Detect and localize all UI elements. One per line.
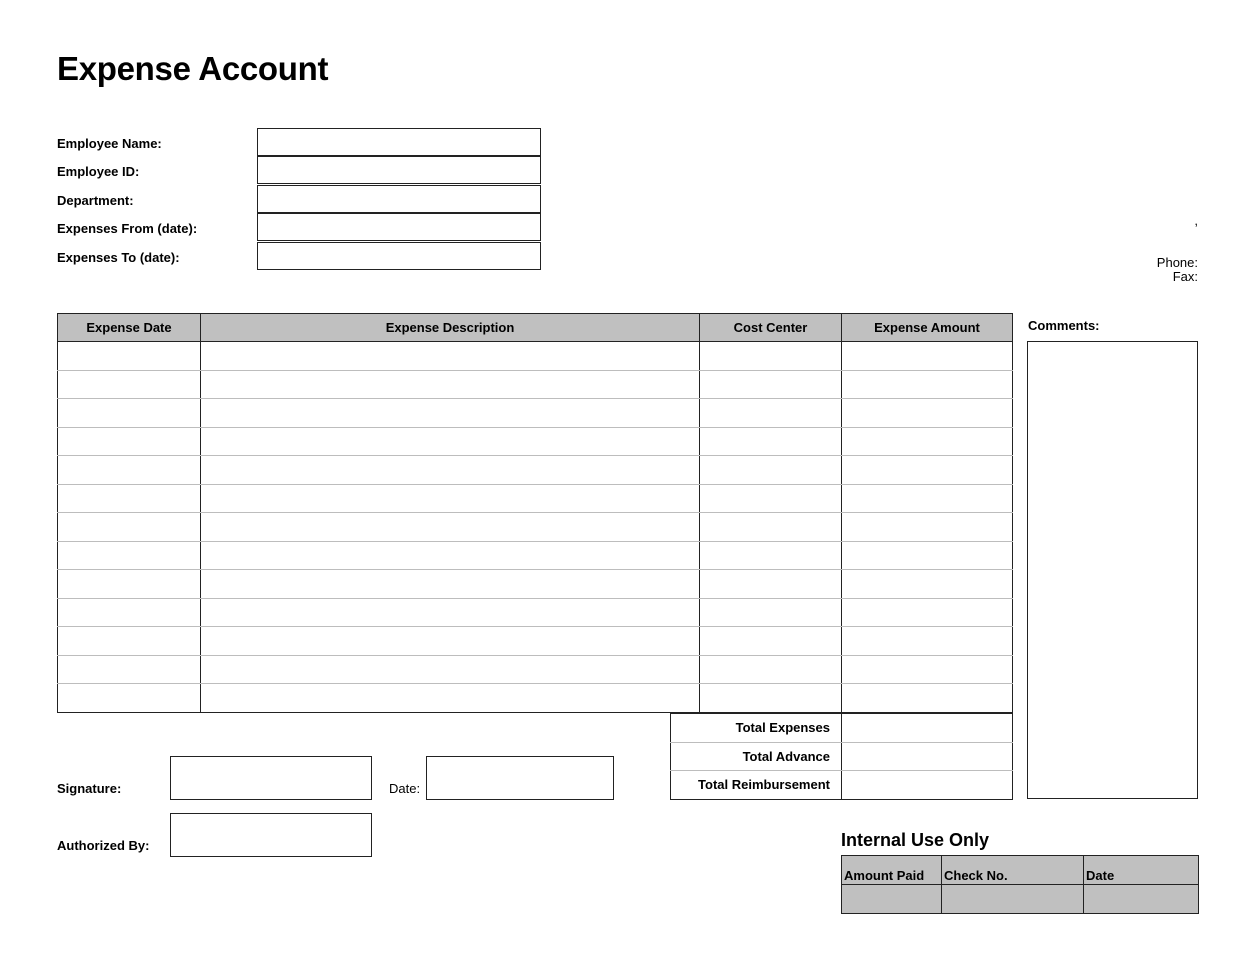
table-row <box>58 427 1013 456</box>
total-expenses-row <box>671 714 1013 743</box>
table-row <box>58 598 1013 627</box>
authorized-by-field[interactable] <box>170 813 372 857</box>
total-reimbursement-label: Total Reimbursement <box>671 771 842 800</box>
expense-amount-cell[interactable] <box>842 456 1013 485</box>
cost-center-cell[interactable] <box>700 427 842 456</box>
total-reimbursement-row <box>671 771 1013 800</box>
expense-date-cell[interactable] <box>58 342 201 371</box>
table-row <box>58 513 1013 542</box>
total-expenses-label: Total Expenses <box>671 714 842 743</box>
cost-center-cell[interactable] <box>700 370 842 399</box>
total-expenses-value[interactable] <box>842 714 1013 743</box>
expense-description-cell[interactable] <box>201 627 700 656</box>
amount-paid-header: Amount Paid <box>842 856 942 885</box>
signature-date-field[interactable] <box>426 756 614 800</box>
expense-amount-header: Expense Amount <box>842 314 1013 342</box>
table-row <box>58 484 1013 513</box>
department-field[interactable] <box>257 185 541 213</box>
table-row <box>58 684 1013 713</box>
table-row <box>58 456 1013 485</box>
expenses-from-field[interactable] <box>257 213 541 241</box>
expense-description-cell[interactable] <box>201 342 700 371</box>
expense-description-cell[interactable] <box>201 570 700 599</box>
total-advance-row <box>671 742 1013 771</box>
cost-center-cell[interactable] <box>700 484 842 513</box>
totals-table <box>670 713 1013 800</box>
expense-amount-cell[interactable] <box>842 513 1013 542</box>
expenses-from-label: Expenses From (date): <box>57 221 198 236</box>
table-row <box>58 627 1013 656</box>
address-comma: , <box>1194 213 1198 228</box>
table-row <box>58 570 1013 599</box>
expenses-to-field[interactable] <box>257 242 541 270</box>
cost-center-cell[interactable] <box>700 684 842 713</box>
cost-center-cell[interactable] <box>700 513 842 542</box>
cost-center-cell[interactable] <box>700 342 842 371</box>
expense-amount-cell[interactable] <box>842 370 1013 399</box>
expense-date-cell[interactable] <box>58 484 201 513</box>
fax-label: Fax: <box>1172 269 1198 284</box>
expense-date-cell[interactable] <box>58 399 201 428</box>
expense-description-cell[interactable] <box>201 427 700 456</box>
employee-id-label: Employee ID: <box>57 164 140 179</box>
table-row <box>58 541 1013 570</box>
expense-date-cell[interactable] <box>58 427 201 456</box>
table-row <box>58 342 1013 371</box>
expense-amount-cell[interactable] <box>842 570 1013 599</box>
comments-field[interactable] <box>1027 341 1198 799</box>
signature-field[interactable] <box>170 756 372 800</box>
expense-amount-cell[interactable] <box>842 427 1013 456</box>
expense-description-cell[interactable] <box>201 541 700 570</box>
table-row <box>58 655 1013 684</box>
expense-date-cell[interactable] <box>58 456 201 485</box>
signature-label: Signature: <box>57 781 122 796</box>
expense-amount-cell[interactable] <box>842 541 1013 570</box>
expense-table <box>57 313 1013 713</box>
employee-id-field[interactable] <box>257 156 541 184</box>
table-row <box>58 399 1013 428</box>
employee-name-field[interactable] <box>257 128 541 156</box>
cost-center-cell[interactable] <box>700 399 842 428</box>
check-no-header: Check No. <box>942 856 1084 885</box>
page-title: Expense Account <box>57 50 329 87</box>
expense-amount-cell[interactable] <box>842 627 1013 656</box>
expense-date-cell[interactable] <box>58 655 201 684</box>
cost-center-cell[interactable] <box>700 541 842 570</box>
expense-amount-cell[interactable] <box>842 342 1013 371</box>
expense-date-cell[interactable] <box>58 598 201 627</box>
internal-header-row <box>842 856 1199 885</box>
cost-center-cell[interactable] <box>700 598 842 627</box>
cost-center-cell[interactable] <box>700 456 842 485</box>
department-label: Department: <box>57 193 134 208</box>
expense-header-row <box>58 314 1013 342</box>
internal-use-table <box>841 855 1199 914</box>
expense-date-cell[interactable] <box>58 541 201 570</box>
expense-description-cell[interactable] <box>201 655 700 684</box>
expense-description-cell[interactable] <box>201 684 700 713</box>
cost-center-cell[interactable] <box>700 627 842 656</box>
phone-label: Phone: <box>1156 255 1198 270</box>
expense-description-cell[interactable] <box>201 456 700 485</box>
expense-description-cell[interactable] <box>201 399 700 428</box>
expense-date-cell[interactable] <box>58 627 201 656</box>
internal-date-field[interactable] <box>1084 885 1199 914</box>
total-advance-value[interactable] <box>842 742 1013 771</box>
comments-label: Comments: <box>1028 318 1100 333</box>
cost-center-cell[interactable] <box>700 655 842 684</box>
internal-value-row <box>842 885 1199 914</box>
expense-rows <box>58 342 1013 713</box>
expense-description-header: Expense Description <box>201 314 700 342</box>
expense-amount-cell[interactable] <box>842 399 1013 428</box>
signature-date-label: Date: <box>389 781 421 796</box>
expenses-to-label: Expenses To (date): <box>57 250 180 265</box>
cost-center-cell[interactable] <box>700 570 842 599</box>
employee-name-label: Employee Name: <box>57 136 162 151</box>
total-reimbursement-value[interactable] <box>842 771 1013 800</box>
authorized-by-label: Authorized By: <box>57 838 150 853</box>
expense-description-cell[interactable] <box>201 598 700 627</box>
cost-center-header: Cost Center <box>700 314 842 342</box>
internal-date-header: Date <box>1084 856 1199 885</box>
expense-amount-cell[interactable] <box>842 484 1013 513</box>
expense-amount-cell[interactable] <box>842 684 1013 713</box>
total-advance-label: Total Advance <box>671 742 842 771</box>
expense-amount-cell[interactable] <box>842 655 1013 684</box>
amount-paid-field[interactable] <box>842 885 942 914</box>
expense-amount-cell[interactable] <box>842 598 1013 627</box>
table-row <box>58 370 1013 399</box>
expense-description-cell[interactable] <box>201 484 700 513</box>
expense-date-cell[interactable] <box>58 513 201 542</box>
check-no-field[interactable] <box>942 885 1084 914</box>
expense-date-cell[interactable] <box>58 684 201 713</box>
expense-description-cell[interactable] <box>201 513 700 542</box>
expense-date-cell[interactable] <box>58 570 201 599</box>
expense-description-cell[interactable] <box>201 370 700 399</box>
internal-use-title: Internal Use Only <box>841 830 990 850</box>
expense-date-header: Expense Date <box>58 314 201 342</box>
expense-date-cell[interactable] <box>58 370 201 399</box>
